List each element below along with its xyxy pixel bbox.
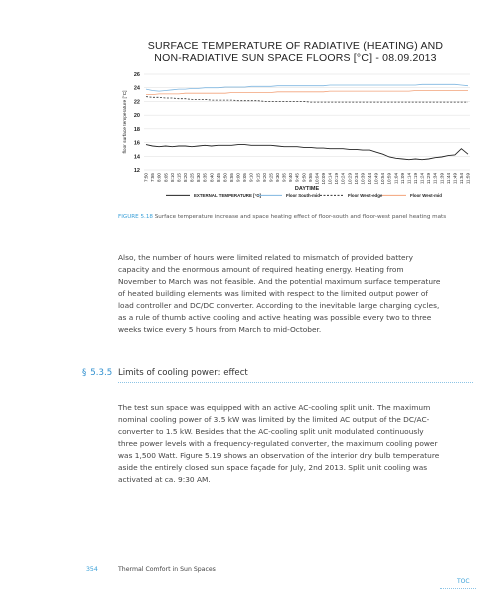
toc-link[interactable]: TOC — [457, 578, 470, 585]
paragraph-2-line: nominal cooling power of 3.5 kW was limited by the limited AC output of the DC/AC- — [118, 415, 430, 424]
paragraph-1-line: capacity and the enormous amount of required heating energy. Heating from — [118, 265, 404, 274]
series-line-4 — [146, 91, 468, 95]
body-paragraph-1 — [118, 252, 453, 336]
x-tick-label: 10:24 — [340, 173, 346, 185]
x-tick-label: 9:05 — [242, 173, 248, 182]
y-tick-label: 22 — [133, 99, 140, 106]
x-tick-label: 10:19 — [334, 173, 340, 185]
x-tick-label: 8:35 — [202, 173, 208, 182]
y-tick-label: 20 — [133, 113, 140, 120]
page-number: 354 — [86, 566, 98, 573]
x-tick-label: 9:20 — [261, 173, 267, 182]
x-tick-label: 9:25 — [268, 173, 274, 182]
x-tick-label: 11:54 — [459, 173, 465, 185]
x-tick-label: 8:15 — [176, 173, 182, 182]
figure-label: FIGURE 5.18 — [118, 214, 153, 220]
y-tick-label: 26 — [133, 72, 140, 78]
paragraph-2-line: was 1,500 Watt. Figure 5.19 shows an observation of the interior dry bulb temperature — [118, 451, 440, 460]
paragraph-2-line: The test sun space was equipped with an active AC-cooling split unit. The maximum — [118, 403, 431, 412]
x-tick-label: 9:30 — [275, 173, 281, 182]
y-tick-label: 12 — [133, 168, 140, 174]
paragraph-1-line: load controller and DC/DC converter. According to the inevitable large charging cycles, — [118, 301, 440, 310]
x-tick-label: 9:50 — [301, 173, 307, 182]
legend-label: Floor West-mid — [410, 193, 442, 198]
paragraph-1-line: weeks twice every 5 hours from March to mid-October. — [118, 325, 322, 334]
x-tick-label: 10:59 — [386, 173, 392, 185]
paragraph-2-line: aside the entirely closed sun space façade for July, 2nd 2013. Split unit cooling was — [118, 463, 428, 472]
section-number-text: 5.3.5 — [90, 368, 113, 378]
paragraph-2-line: three power levels with a frequency-regulated converter, the maximum cooling power — [118, 439, 438, 448]
temperature-chart — [118, 40, 473, 215]
paragraph-1-line: November to March was not feasible. And the potential maximum surface temperature — [118, 277, 441, 286]
x-tick-label: 10:44 — [367, 173, 373, 185]
x-tick-label: 10:04 — [314, 173, 320, 185]
chart-title-line-2: NON-RADIATIVE SUN SPACE FLOORS [°C] - 08.09.2013 — [154, 52, 437, 64]
paragraph-1-line: Also, the number of hours were limited related to mismatch of provided battery — [118, 253, 413, 262]
series-line-1 — [146, 145, 468, 160]
x-tick-label: 11:14 — [406, 173, 412, 185]
x-tick-label: 11:04 — [393, 173, 399, 185]
section-mark: § — [82, 368, 87, 378]
toc-divider — [440, 588, 476, 589]
x-tick-label: 8:55 — [229, 173, 235, 182]
x-tick-label: 9:00 — [235, 173, 241, 182]
x-tick-label: 8:45 — [215, 173, 221, 182]
x-tick-label: 11:39 — [439, 173, 445, 185]
legend-label: Floor West-edge — [348, 193, 383, 198]
x-tick-label: 8:00 — [156, 173, 162, 182]
figure-caption — [118, 214, 478, 220]
x-tick-label: 8:05 — [163, 173, 169, 182]
y-tick-label: 18 — [133, 126, 140, 133]
x-tick-label: 9:40 — [288, 173, 294, 182]
chart-title-line-1: SURFACE TEMPERATURE OF RADIATIVE (HEATING) AND — [147, 40, 444, 52]
x-tick-label: 10:49 — [373, 173, 379, 185]
y-tick-label: 24 — [133, 85, 140, 92]
x-tick-label: 8:25 — [189, 173, 195, 182]
x-tick-label: 8:40 — [209, 173, 215, 182]
x-tick-label: 8:50 — [222, 173, 228, 182]
x-tick-label: 7:50 — [143, 173, 149, 182]
section-number — [82, 368, 112, 378]
x-tick-label: 10:29 — [347, 173, 353, 185]
figure-caption-text: Surface temperature increase and space heating effect of floor-south and floor-west panel heating mats — [152, 214, 447, 220]
x-tick-label: 11:19 — [413, 173, 419, 185]
x-tick-label: 11:44 — [445, 173, 451, 185]
x-tick-label: 10:39 — [360, 173, 366, 185]
x-tick-label: 11:24 — [419, 173, 425, 185]
x-tick-label: 7:55 — [150, 173, 156, 182]
y-tick-label: 16 — [133, 140, 140, 147]
x-axis-label: DAYTIME — [294, 186, 320, 192]
x-tick-label: 11:49 — [452, 173, 458, 185]
x-tick-label: 11:09 — [399, 173, 405, 185]
y-axis-label: floor surface temperature [°C] — [123, 90, 128, 154]
x-tick-label: 10:14 — [327, 173, 333, 185]
x-tick-label: 9:55 — [307, 173, 313, 182]
chart-plot — [118, 40, 473, 215]
x-tick-label: 9:15 — [255, 173, 261, 182]
legend-label: Floor South-mid — [286, 193, 320, 198]
running-footer-title: Thermal Comfort in Sun Spaces — [118, 566, 216, 573]
x-tick-label: 8:10 — [169, 173, 175, 182]
x-tick-label: 9:35 — [281, 173, 287, 182]
x-tick-label: 10:54 — [380, 173, 386, 185]
body-paragraph-2 — [118, 402, 453, 486]
x-tick-label: 10:34 — [353, 173, 359, 185]
paragraph-1-line: of heated building elements was limited with respect to the limited output power of — [118, 289, 428, 298]
x-tick-label: 8:30 — [196, 173, 202, 182]
x-tick-label: 8:20 — [183, 173, 189, 182]
x-tick-label: 11:29 — [426, 173, 432, 185]
section-divider — [118, 382, 473, 383]
x-tick-label: 11:59 — [465, 173, 471, 185]
legend-label: EXTERNAL TEMPERATURE [°C] — [194, 193, 261, 198]
y-tick-label: 14 — [133, 154, 140, 161]
x-tick-label: 9:45 — [294, 173, 300, 182]
x-tick-label: 11:34 — [432, 173, 438, 185]
x-tick-label: 9:10 — [248, 173, 254, 182]
section-title: Limits of cooling power: effect — [118, 368, 248, 378]
paragraph-2-line: activated at ca. 9:30 AM. — [118, 475, 211, 484]
paragraph-2-line: converter to 1.5 kW. Besides that the AC-cooling split unit modulated continuously — [118, 427, 424, 436]
paragraph-1-line: as a rule of thumb active cooling and active heating was possible every two to three — [118, 313, 432, 322]
x-tick-label: 10:09 — [321, 173, 327, 185]
